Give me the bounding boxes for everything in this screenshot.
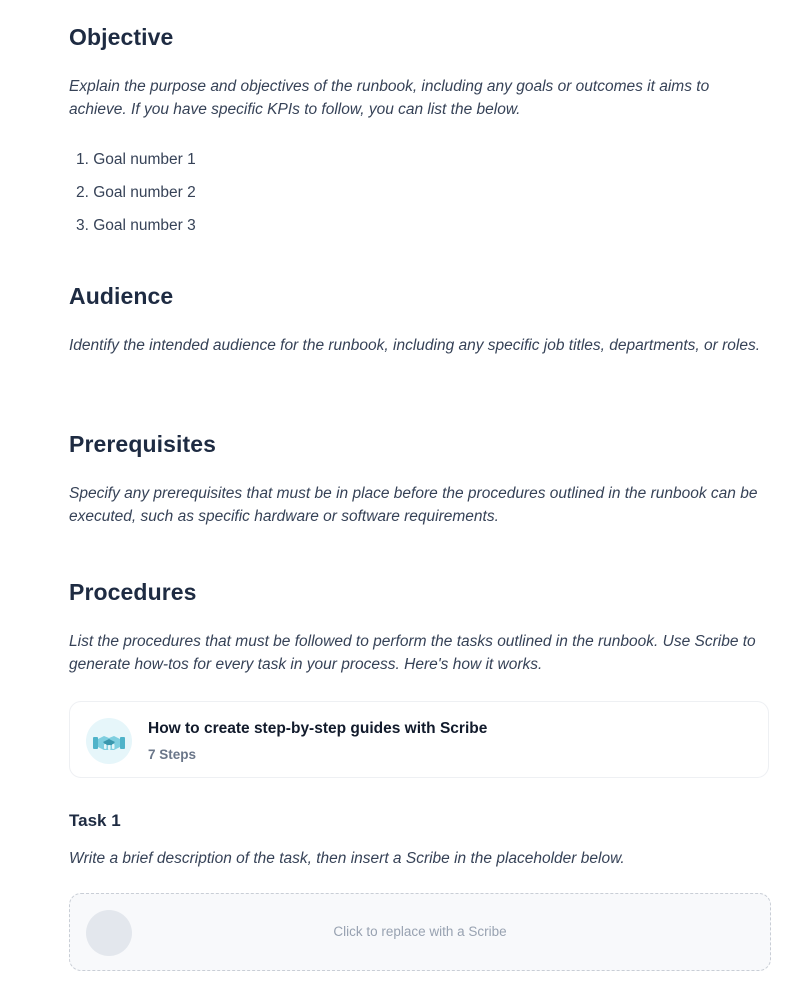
goals-list [76,143,196,242]
goal-item: 3. Goal number 3 [76,217,196,234]
audience-heading: Audience [69,283,174,309]
procedures-heading: Procedures [69,579,197,605]
handshake-icon [86,718,132,764]
goal-text: Goal number 1 [93,151,196,168]
placeholder-label[interactable]: Click to replace with a Scribe [333,924,507,939]
prerequisites-description: Specify any prerequisites that must be in place before the procedures outlined in the runbook can be executed, such as specific hardware or software requirements. [69,485,758,525]
scribe-guide-card[interactable] [69,701,769,778]
task1-heading: Task 1 [69,811,121,830]
goal-text: Goal number 3 [93,217,196,234]
task1-description: Write a brief description of the task, then insert a Scribe in the placeholder below. [69,850,625,867]
goal-item: 1. Goal number 1 [76,151,196,168]
scribe-guide-title[interactable]: How to create step-by-step guides with Scribe [148,720,488,737]
goal-text: Goal number 2 [93,184,196,201]
objective-description: Explain the purpose and objectives of the runbook, including any goals or outcomes it aims to achieve. If you have specific KPIs to follow, you can list the below. [69,78,710,118]
audience-description: Identify the intended audience for the runbook, including any specific job titles, departments, or roles. [69,337,761,354]
procedures-description: List the procedures that must be followed to perform the tasks outlined in the runbook. Use Scribe to generate how-tos for every task in your process. Here's how it works. [69,633,756,673]
scribe-placeholder[interactable] [69,893,771,971]
objective-heading: Objective [69,24,174,50]
prerequisites-heading: Prerequisites [69,431,217,457]
scribe-step-count: 7 Steps [148,747,197,762]
goal-item: 2. Goal number 2 [76,184,196,201]
